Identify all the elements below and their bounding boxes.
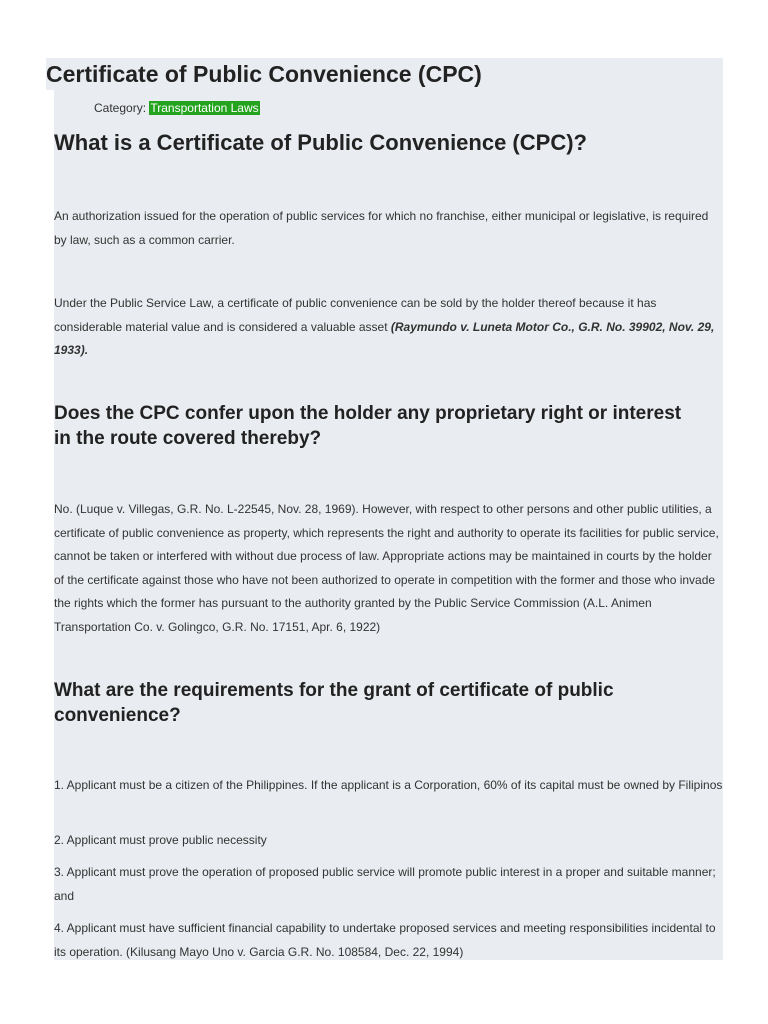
category-line [94, 100, 260, 116]
section-heading-proprietary-right: Does the CPC confer upon the holder any proprietary right or interest in the route covered thereby? [54, 403, 682, 449]
paragraph-proprietary-answer: No. (Luque v. Villegas, G.R. No. L-22545, Nov. 28, 1969). However, with respect to other persons and other public utilities, a certificate of public convenience as property, which represents the right and authority to operate its facilities for public service, cannot be taken or interfered with without due process of law. Appropriate actions may be maintained in courts by the holder of the certificate against those who have not been authorized to operate in competition with the former and those who invade the rights which the former has pursuant to the authority granted by the Public Service Commission (A.L. Animen Transportation Co. v. Golingco, G.R. No. 17151, Apr. 6, 1922) [54, 502, 719, 634]
list-item-requirement-4: 4. Applicant must have sufficient financial capability to undertake proposed services and meeting responsibilities incidental to its operation. (Kilusang Mayo Uno v. Garcia G.R. No. 108584, Dec. 22, 1994) [54, 921, 716, 959]
section-heading-what-is-cpc: What is a Certificate of Public Convenience (CPC)? [54, 130, 587, 155]
list-item-requirement-3: 3. Applicant must prove the operation of proposed public service will promote public interest in a proper and suitable manner; and [54, 865, 716, 903]
paragraph-public-service-law [54, 292, 723, 363]
page-title: Certificate of Public Convenience (CPC) [46, 58, 723, 90]
section-heading-requirements: What are the requirements for the grant of certificate of public convenience? [54, 680, 614, 726]
citation-raymundo: (Raymundo v. Luneta Motor Co., G.R. No. 39902, Nov. 29, 1933). [54, 319, 715, 357]
paragraph-definition: An authorization issued for the operation of public services for which no franchise, either municipal or legislative, is required by law, such as a common carrier. [54, 209, 709, 247]
list-item-requirement-2: 2. Applicant must prove public necessity [54, 833, 267, 847]
category-link[interactable]: Transportation Laws [150, 101, 259, 115]
category-label: Category: [94, 101, 147, 115]
list-item-requirement-1: 1. Applicant must be a citizen of the Philippines. If the applicant is a Corporation, 60% of its capital must be owned by Filipinos [54, 778, 723, 792]
paragraph-public-service-law-text: Under the Public Service Law, a certificate of public convenience can be sold by the holder thereof because it has considerable material value and is considered a valuable asset [54, 296, 657, 334]
